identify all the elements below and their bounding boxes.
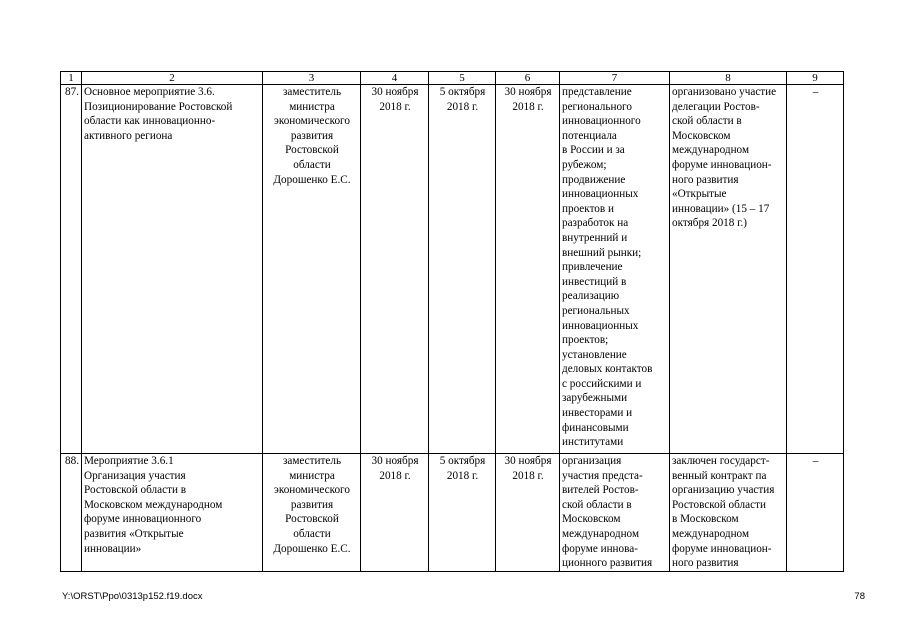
column-header: 6 [496,72,560,85]
start-date: 5 октября 2018 г. [429,454,496,572]
responsible-person: заместитель министра экономического развития Ростовской области Дорошенко Е.С. [263,454,361,572]
activity-name: Мероприятие 3.6.1 Организация участия Ростовской области в Московском международном форуме инновационного развития «Открытые инновации» [82,454,263,572]
end-date: 30 ноября 2018 г. [496,454,560,572]
column-header: 2 [82,72,263,85]
column-header: 5 [429,72,496,85]
note: – [787,454,844,572]
note: – [787,85,844,454]
row-number: 87. [61,85,82,454]
column-header: 9 [787,72,844,85]
expected-result: организация участия предста- вителей Ростов- ской области в Московском международном форуме иннова- ционного развития [560,454,670,572]
table-row [61,454,844,572]
page-number: 78 [854,591,865,602]
actual-result: организовано участие делегации Ростов- ской области в Московском международном форуме инновацион- ного развития «Открытые инновации» (15 – 17 октября 2018 г.) [670,85,787,454]
activity-name: Основное мероприятие 3.6. Позиционирование Ростовской области как инновационно- активного региона [82,85,263,454]
start-date: 5 октября 2018 г. [429,85,496,454]
expected-result: представление регионального инновационного потенциала в России и за рубежом; продвижение инновационных проектов и разработок на внутренний и внешний рынки; привлечение инвестиций в реализацию региональных инновационных проектов; установление деловых контактов с российскими и зарубежными инвесторами и финансовыми институтами [560,85,670,454]
table-row [61,85,844,454]
column-header: 1 [61,72,82,85]
plan-date: 30 ноября 2018 г. [361,85,429,454]
table-header-row [61,72,844,85]
end-date: 30 ноября 2018 г. [496,85,560,454]
responsible-person: заместитель министра экономического развития Ростовской области Дорошенко Е.С. [263,85,361,454]
column-header: 8 [670,72,787,85]
column-header: 4 [361,72,429,85]
column-header: 3 [263,72,361,85]
report-table [60,71,844,572]
column-header: 7 [560,72,670,85]
row-number: 88. [61,454,82,572]
plan-date: 30 ноября 2018 г. [361,454,429,572]
footer-file-path: Y:\ORST\Ppo\0313p152.f19.docx [62,591,203,602]
actual-result: заключен государст- венный контракт па организацию участия Ростовской области в Московском международном форуме инновацион- ного развития [670,454,787,572]
